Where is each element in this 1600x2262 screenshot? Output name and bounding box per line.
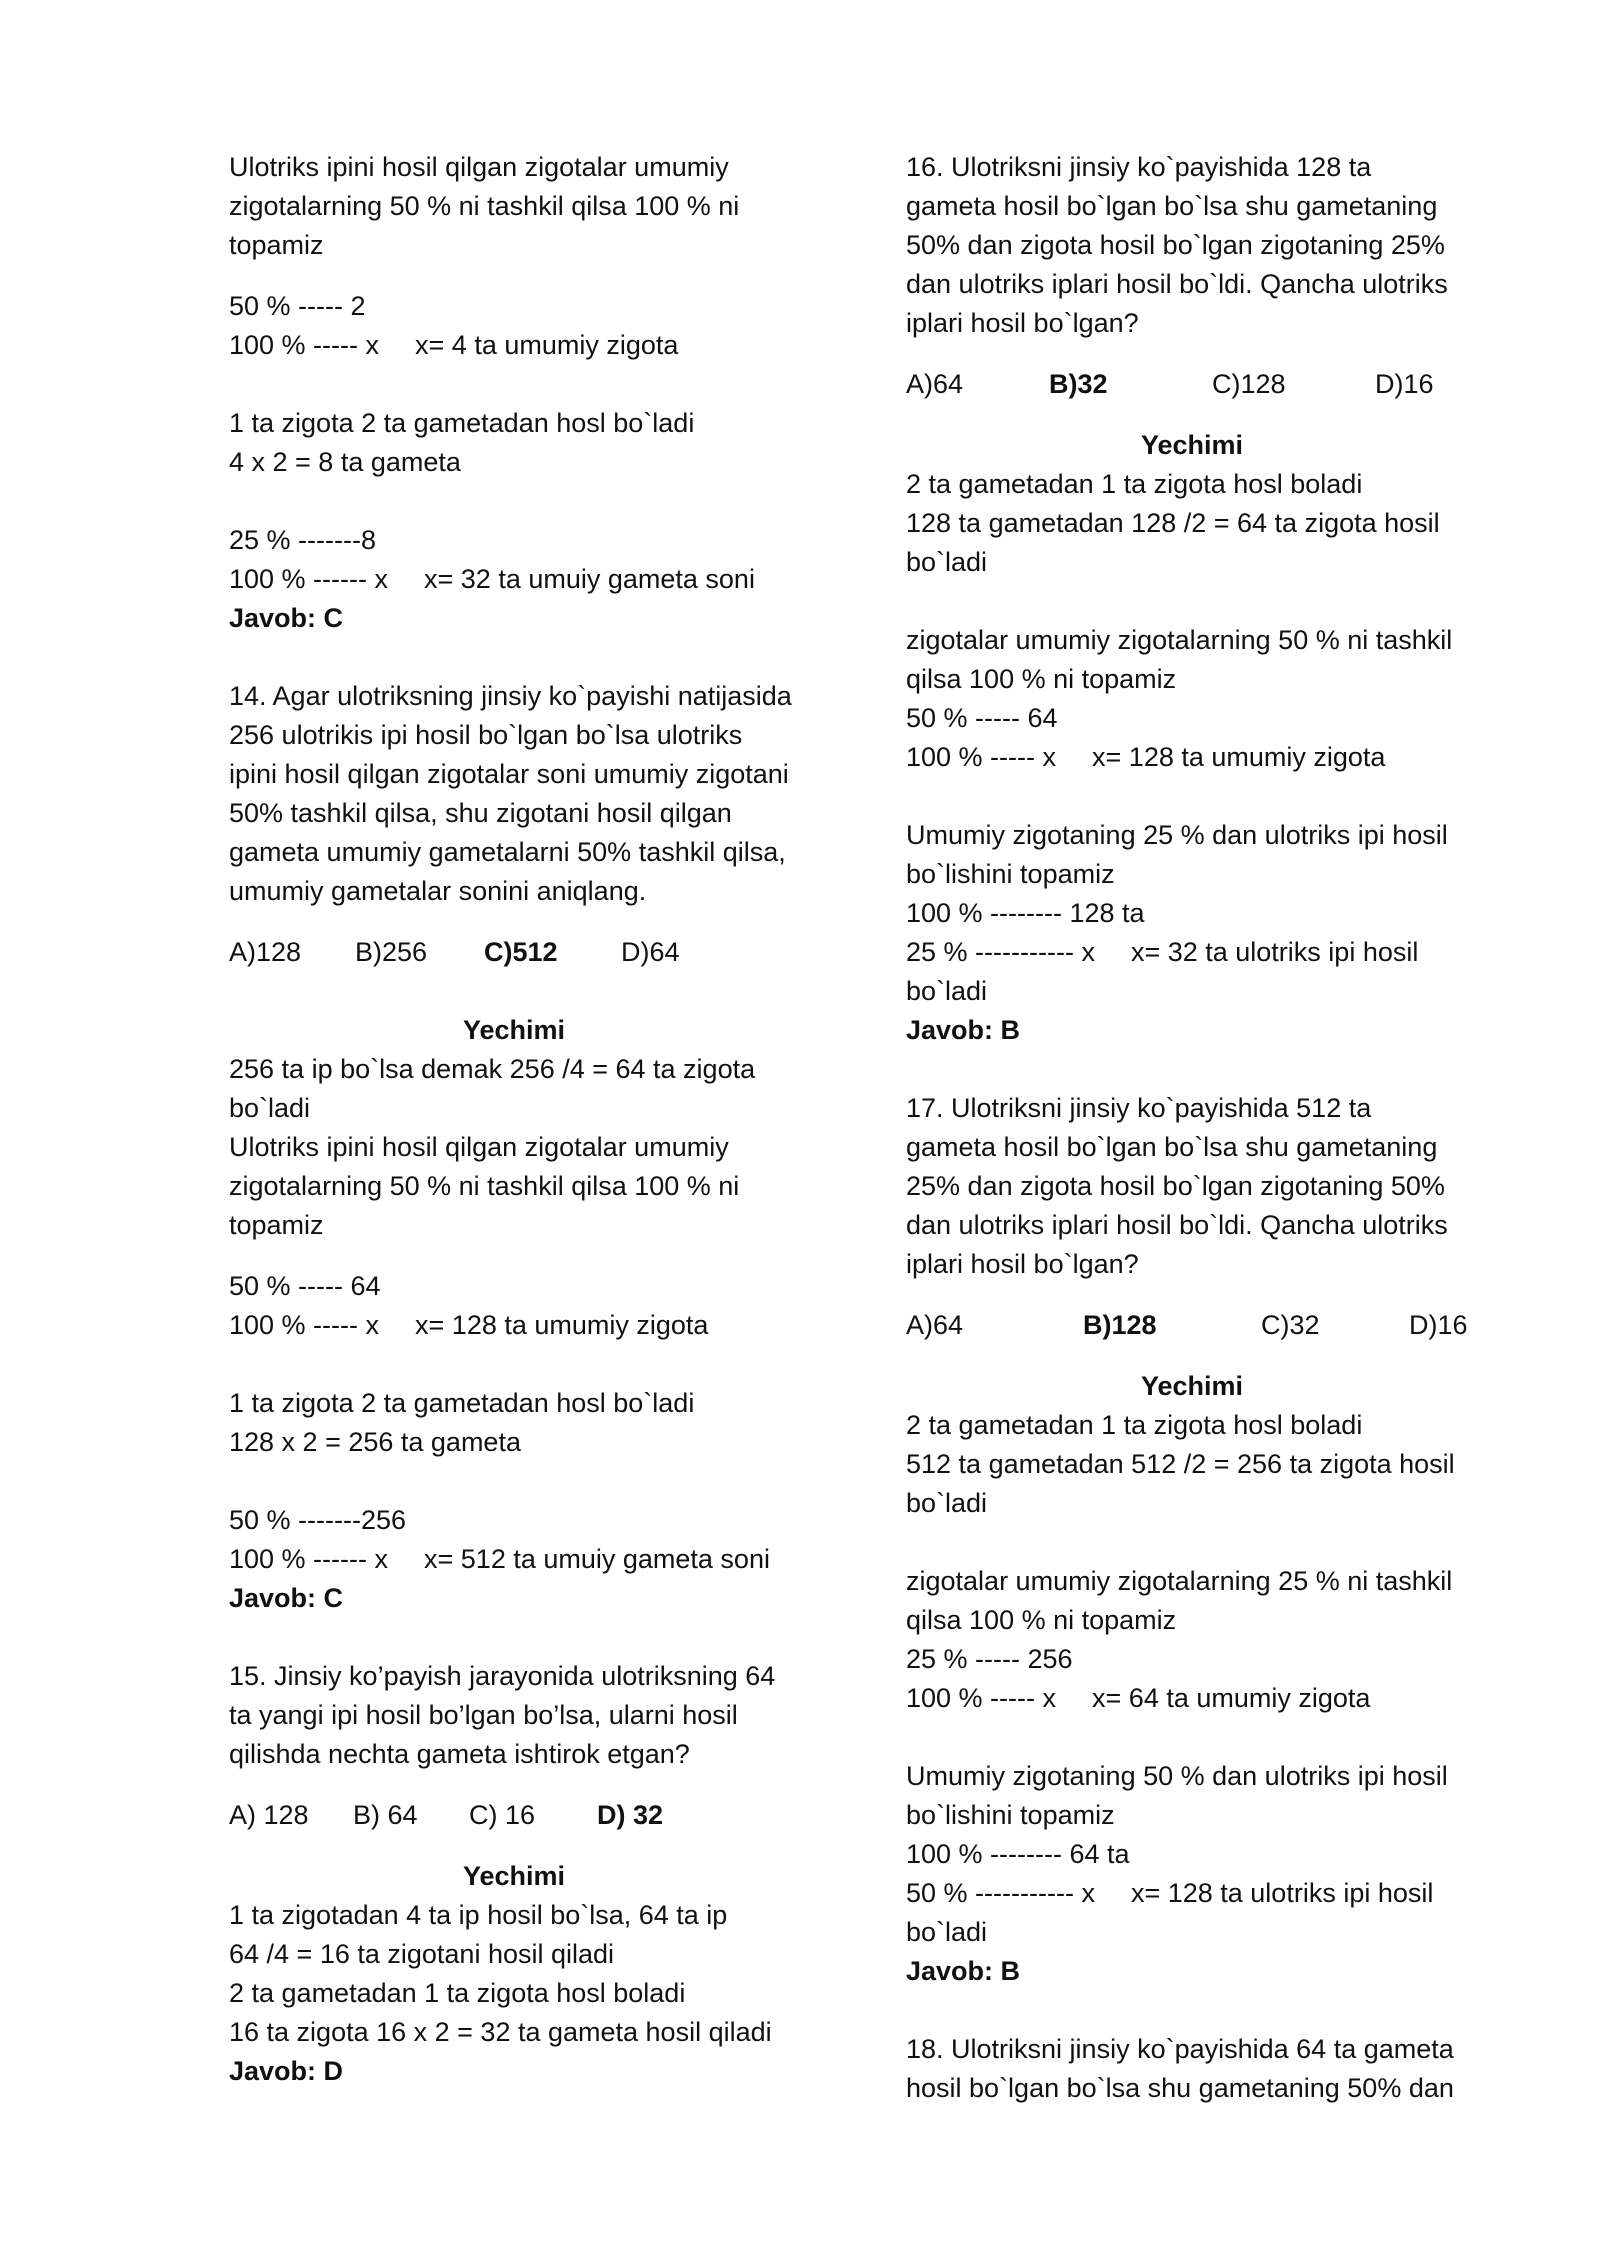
calc-line: 100 % ------ x x= 32 ta umuiy gameta soni (229, 564, 755, 594)
text-line: zigotalarning 50 % ni tashkil qilsa 100 % ni (229, 1171, 740, 1201)
option-c-correct: C)512 (484, 937, 558, 967)
calc-line: zigotalar umumiy zigotalarning 25 % ni tashkil (906, 1566, 1453, 1596)
question-line: gameta hosil bo`lgan bo`lsa shu gametaning (906, 1132, 1438, 1162)
option-a: A)64 (906, 369, 964, 399)
proportion-calc (906, 816, 1486, 1011)
text-line: topamiz (229, 1210, 324, 1240)
calc-line: 50 % -------256 (229, 1505, 407, 1535)
question-line: 17. Ulotriksni jinsiy ko`payishida 512 ta (906, 1093, 1372, 1123)
intro-paragraph (229, 148, 829, 265)
left-column (229, 148, 829, 2091)
solution-text (229, 1050, 829, 1245)
option-d: D)64 (621, 937, 680, 967)
proportion-calc (229, 1267, 829, 1345)
proportion-calc (229, 287, 829, 365)
answer-label: Javob: D (229, 2056, 344, 2086)
calc-line: bo`lishini topamiz (906, 859, 1115, 889)
calc-line: 50 % ----- 64 (906, 703, 1058, 733)
question-line: 15. Jinsiy ko’payish jarayonida ulotriksning 64 (229, 1661, 776, 1691)
question-line: dan ulotriks iplari hosil bo`ldi. Qancha ulotriks (906, 1210, 1448, 1240)
option-b: B) 64 (353, 1800, 418, 1830)
text-line: zigotalarning 50 % ni tashkil qilsa 100 % ni (229, 191, 740, 221)
gamete-calc (229, 1384, 829, 1462)
solution-heading: Yechimi (1140, 1371, 1244, 1401)
question-line: umumiy gametalar sonini aniqlang. (229, 876, 647, 906)
question-line: gameta hosil bo`lgan bo`lsa shu gametaning (906, 191, 1438, 221)
proportion-calc (229, 1501, 829, 1579)
calc-line: 25 % ----- 256 (906, 1644, 1073, 1674)
option-d: D)16 (1409, 1310, 1468, 1340)
text-line: bo`ladi (906, 547, 988, 577)
question-line: 256 ulotrikis ipi hosil bo`lgan bo`lsa ulotriks (229, 720, 743, 750)
text-line: 64 /4 = 16 ta zigotani hosil qiladi (229, 1939, 615, 1969)
calc-line: 100 % -------- 128 ta (906, 898, 1145, 928)
solution-heading: Yechimi (1140, 430, 1244, 460)
solution-heading: Yechimi (462, 1015, 566, 1045)
question-16 (906, 148, 1486, 343)
calc-line: 100 % ----- x x= 128 ta umumiy zigota (906, 742, 1386, 772)
option-a: A) 128 (229, 1800, 309, 1830)
text-line: 2 ta gametadan 1 ta zigota hosl boladi (906, 469, 1363, 499)
answer-label: Javob: B (906, 1015, 1021, 1045)
question-line: dan ulotriks iplari hosil bo`ldi. Qancha ulotriks (906, 269, 1448, 299)
answer-options (229, 1796, 829, 1835)
option-d: D)16 (1375, 369, 1434, 399)
solution-text (906, 1406, 1486, 1523)
text-line: 512 ta gametadan 512 /2 = 256 ta zigota hosil (906, 1449, 1455, 1479)
calc-line: 1 ta zigota 2 ta gametadan hosl bo`ladi (229, 1388, 695, 1418)
text-line: 256 ta ip bo`lsa demak 256 /4 = 64 ta zigota (229, 1054, 756, 1084)
text-line: 2 ta gametadan 1 ta zigota hosl boladi (229, 1978, 686, 2008)
calc-line: qilsa 100 % ni topamiz (906, 1605, 1177, 1635)
question-line: 16. Ulotriksni jinsiy ko`payishida 128 ta (906, 152, 1372, 182)
question-15 (229, 1657, 829, 1774)
proportion-calc (229, 521, 829, 599)
calc-line: Umumiy zigotaning 25 % dan ulotriks ipi hosil (906, 820, 1448, 850)
calc-line: 100 % ----- x x= 4 ta umumiy zigota (229, 330, 679, 360)
calc-line: Umumiy zigotaning 50 % dan ulotriks ipi hosil (906, 1761, 1448, 1791)
calc-line: 100 % -------- 64 ta (906, 1839, 1130, 1869)
option-b: B)256 (355, 937, 428, 967)
calc-line: qilsa 100 % ni topamiz (906, 664, 1177, 694)
question-line: gameta umumiy gametalarni 50% tashkil qilsa, (229, 837, 786, 867)
calc-line: 1 ta zigota 2 ta gametadan hosl bo`ladi (229, 408, 695, 438)
option-c: C)128 (1212, 369, 1286, 399)
solution-heading: Yechimi (462, 1861, 566, 1891)
calc-line: 50 % ----- 64 (229, 1271, 381, 1301)
question-line: ta yangi ipi hosil bo’lgan bo’lsa, ularni hosil (229, 1700, 738, 1730)
option-d-correct: D) 32 (597, 1800, 664, 1830)
text-line: 128 ta gametadan 128 /2 = 64 ta zigota hosil (906, 508, 1440, 538)
calc-line: bo`ladi (906, 1917, 988, 1947)
calc-line: 25 % ----------- x x= 32 ta ulotriks ipi hosil (906, 937, 1419, 967)
question-line: 18. Ulotriksni jinsiy ko`payishida 64 ta gameta (906, 2034, 1454, 2064)
text-line: bo`ladi (906, 1488, 988, 1518)
right-column (906, 148, 1486, 2108)
question-18 (906, 2030, 1486, 2108)
calc-line: bo`lishini topamiz (906, 1800, 1115, 1830)
proportion-calc (906, 1757, 1486, 1952)
question-line: iplari hosil bo`lgan? (906, 1249, 1139, 1279)
calc-line: 100 % ----- x x= 128 ta umumiy zigota (229, 1310, 709, 1340)
calc-line: 128 x 2 = 256 ta gameta (229, 1427, 521, 1457)
question-14 (229, 677, 829, 911)
question-17 (906, 1089, 1486, 1284)
gamete-calc (229, 404, 829, 482)
option-a: A)64 (906, 1310, 964, 1340)
answer-options (906, 365, 1486, 404)
calc-line: 100 % ----- x x= 64 ta umumiy zigota (906, 1683, 1371, 1713)
question-line: iplari hosil bo`lgan? (906, 308, 1139, 338)
text-line: 16 ta zigota 16 x 2 = 32 ta gameta hosil qiladi (229, 2017, 772, 2047)
proportion-calc (906, 1562, 1486, 1718)
calc-line: zigotalar umumiy zigotalarning 50 % ni tashkil (906, 625, 1453, 655)
question-line: 50% tashkil qilsa, shu zigotani hosil qilgan (229, 798, 732, 828)
option-a: A)128 (229, 937, 302, 967)
question-line: hosil bo`lgan bo`lsa shu gametaning 50% dan (906, 2073, 1454, 2103)
text-line: Ulotriks ipini hosil qilgan zigotalar umumiy (229, 1132, 729, 1162)
option-b-correct: B)128 (1083, 1310, 1157, 1340)
answer-options (229, 933, 829, 972)
proportion-calc (906, 621, 1486, 777)
text-line: topamiz (229, 230, 324, 260)
question-line: ipini hosil qilgan zigotalar soni umumiy zigotani (229, 759, 789, 789)
option-c: C)32 (1261, 1310, 1320, 1340)
question-line: 50% dan zigota hosil bo`lgan zigotaning 25% (906, 230, 1445, 260)
option-c: C) 16 (469, 1800, 536, 1830)
solution-text (229, 1896, 829, 2052)
text-line: 1 ta zigotadan 4 ta ip hosil bo`lsa, 64 ta ip (229, 1900, 728, 1930)
text-line: Ulotriks ipini hosil qilgan zigotalar umumiy (229, 152, 729, 182)
calc-line: bo`ladi (906, 976, 988, 1006)
answer-label: Javob: B (906, 1956, 1021, 1986)
answer-label: Javob: C (229, 603, 344, 633)
question-line: 14. Agar ulotriksning jinsiy ko`payishi natijasida (229, 681, 792, 711)
answer-options (906, 1306, 1486, 1345)
text-line: 2 ta gametadan 1 ta zigota hosl boladi (906, 1410, 1363, 1440)
option-b-correct: B)32 (1049, 369, 1108, 399)
calc-line: 50 % ----------- x x= 128 ta ulotriks ipi hosil (906, 1878, 1434, 1908)
answer-label: Javob: C (229, 1583, 344, 1613)
calc-line: 50 % ----- 2 (229, 291, 366, 321)
question-line: qilishda nechta gameta ishtirok etgan? (229, 1739, 690, 1769)
calc-line: 100 % ------ x x= 512 ta umuiy gameta soni (229, 1544, 770, 1574)
calc-line: 25 % -------8 (229, 525, 376, 555)
text-line: bo`ladi (229, 1093, 311, 1123)
question-line: 25% dan zigota hosil bo`lgan zigotaning 50% (906, 1171, 1445, 1201)
calc-line: 4 x 2 = 8 ta gameta (229, 447, 461, 477)
solution-text (906, 465, 1486, 582)
